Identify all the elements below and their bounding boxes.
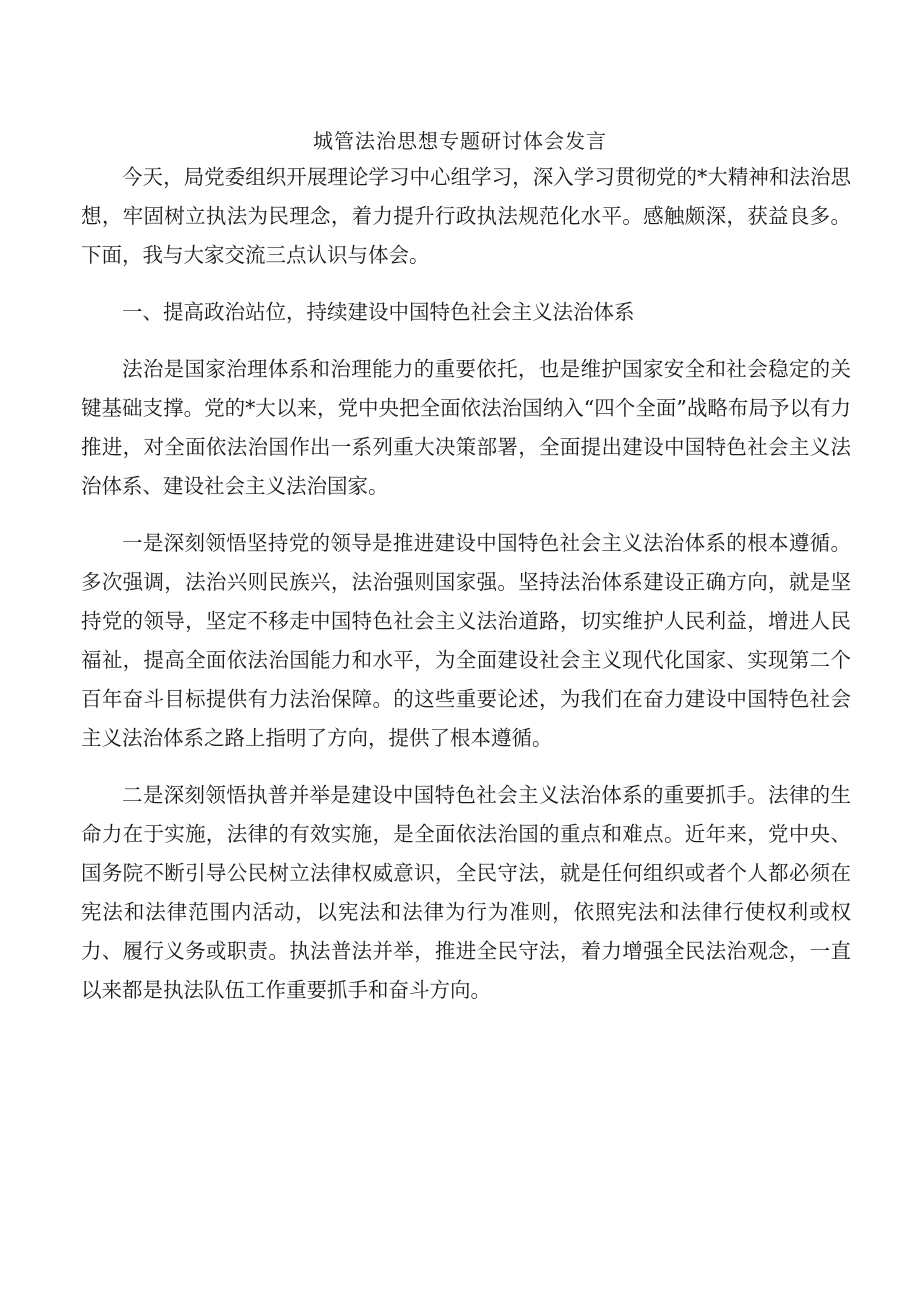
paragraph-point-two: 二是深刻领悟执普并举是建设中国特色社会主义法治体系的重要抓手。法律的生命力在于实施，法律的有效实施，是全面依法治国的重点和难点。近年来，党中央、国务院不断引导公民树立法律权威意识，全民守法，就是任何组织或者个人都必须在宪法和法律范围内活动，以宪法和法律为行为准则，依照宪法和法律行使权利或权力、履行义务或职责。执法普法并举，推进全民守法，着力增强全民法治观念，一直以来都是执法队伍工作重要抓手和奋斗方向。 — [81, 783, 851, 1002]
paragraph-intro: 今天，局党委组织开展理论学习中心组学习，深入学习贯彻党的*大精神和法治思想，牢固树立执法为民理念，着力提升行政执法规范化水平。感触颇深，获益良多。下面，我与大家交流三点认识与体会。 — [81, 165, 851, 267]
section-heading-1: 一、提高政治站位，持续建设中国特色社会主义法治体系 — [122, 300, 635, 324]
paragraph-point-one: 一是深刻领悟坚持党的领导是推进建设中国特色社会主义法治体系的根本遵循。多次强调，法治兴则民族兴，法治强则国家强。坚持法治体系建设正确方向，就是坚持党的领导，坚定不移走中国特色社会主义法治道路，切实维护人民利益，增进人民福祉，提高全面依法治国能力和水平，为全面建设社会主义现代化国家、实现第二个百年奋斗目标提供有力法治保障。的这些重要论述，为我们在奋力建设中国特色社会主义法治体系之路上指明了方向，提供了根本遵循。 — [81, 531, 851, 750]
document-title: 城管法治思想专题研讨体会发言 — [313, 129, 607, 153]
paragraph-rule-of-law: 法治是国家治理体系和治理能力的重要依托，也是维护国家安全和社会稳定的关键基础支撑。党的*大以来，党中央把全面依法治国纳入“四个全面”战略布局予以有力推进，对全面依法治国作出一系列重大决策部署，全面提出建设中国特色社会主义法治体系、建设社会主义法治国家。 — [81, 357, 851, 498]
document-body — [81, 158, 851, 1028]
